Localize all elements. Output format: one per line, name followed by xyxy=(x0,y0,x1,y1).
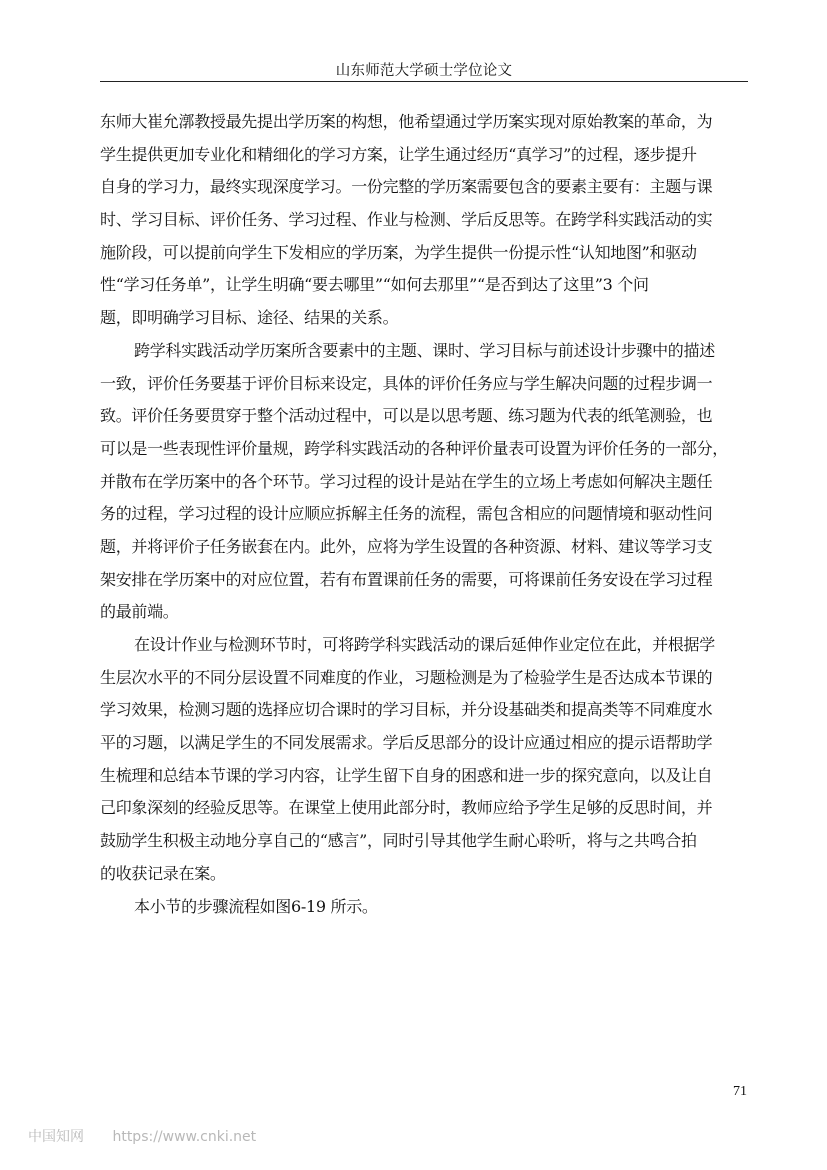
text-line: 施阶段，可以提前向学生下发相应的学历案，为学生提供一份提示性“认知地图”和驱动 xyxy=(100,242,697,262)
paragraph-start-line: 在设计作业与检测环节时，可将跨学科实践活动的课后延伸作业定位在此，并根据学 xyxy=(134,635,715,654)
text-line: 自身的学习力，最终实现深度学习。一份完整的学历案需要包含的要素主要有：主题与课 xyxy=(100,177,713,197)
text-line: 时、学习目标、评价任务、学习过程、作业与检测、学后反思等。在跨学科实践活动的实 xyxy=(100,210,713,230)
text-line: 东师大崔允漷教授最先提出学历案的构想，他希望通过学历案实现对原始教案的革命，为 xyxy=(100,112,713,131)
text-line: 性“学习任务单”，让学生明确“要去哪里”“如何去那里”“是否到达了这里”3 个问 xyxy=(100,275,649,295)
text-line: 务的过程，学习过程的设计应顺应拆解主任务的流程，需包含相应的问题情境和驱动性问 xyxy=(100,504,713,524)
text-line: 学习效果，检测习题的选择应切合课时的学习目标，并分设基础类和提高类等不同难度水 xyxy=(100,700,713,720)
text-line: 生梳理和总结本节课的学习内容，让学生留下自身的困惑和进一步的探究意向，以及让自 xyxy=(100,765,713,785)
text-line: 一致，评价任务要基于评价目标来设定，具体的评价任务应与学生解决问题的过程步调一 xyxy=(100,373,713,393)
cnki-watermark xyxy=(28,1128,256,1146)
text-line: 己印象深刻的经验反思等。在课堂上使用此部分时，教师应给予学生足够的反思时间，并 xyxy=(100,798,713,818)
body-text xyxy=(100,106,760,923)
text-line: 平的习题，以满足学生的不同发展需求。学后反思部分的设计应通过相应的提示语帮助学 xyxy=(100,733,713,753)
page-number: 71 xyxy=(733,1084,747,1099)
text-line: 的最前端。 xyxy=(100,602,179,622)
text-line: 的收获记录在案。 xyxy=(100,863,226,883)
text-line: 可以是一些表现性评价量规，跨学科实践活动的各种评价量表可设置为评价任务的一部分， xyxy=(100,438,729,458)
header-rule xyxy=(100,81,748,82)
text-line: 题，并将评价子任务嵌套在内。此外，应将为学生设置的各种资源、材料、建议等学习支 xyxy=(100,536,713,556)
paragraph-start-line: 本小节的步骤流程如图6-19 所示。 xyxy=(134,896,378,916)
text-line: 鼓励学生积极主动地分享自己的“感言”，同时引导其他学生耐心聆听，将与之共鸣合拍 xyxy=(100,831,697,851)
watermark-brand: 中国知网 xyxy=(28,1129,84,1145)
text-line: 学生提供更加专业化和精细化的学习方案，让学生通过经历“真学习”的过程，逐步提升 xyxy=(100,144,697,164)
text-line: 致。评价任务要贯穿于整个活动过程中，可以是以思考题、练习题为代表的纸笔测验，也 xyxy=(100,406,713,426)
text-line: 架安排在学历案中的对应位置，若有布置课前任务的需要，可将课前任务安设在学习过程 xyxy=(100,569,713,589)
paragraph-start-line: 跨学科实践活动学历案所含要素中的主题、课时、学习目标与前述设计步骤中的描述 xyxy=(134,340,715,360)
running-header: 山东师范大学硕士学位论文 xyxy=(335,63,513,79)
watermark-url: https://www.cnki.net xyxy=(112,1129,257,1145)
text-line: 题，即明确学习目标、途径、结果的关系。 xyxy=(100,308,399,328)
text-line: 并散布在学历案中的各个环节。学习过程的设计是站在学生的立场上考虑如何解决主题任 xyxy=(100,471,713,491)
text-line: 生层次水平的不同分层设置不同难度的作业，习题检测是为了检验学生是否达成本节课的 xyxy=(100,667,713,687)
